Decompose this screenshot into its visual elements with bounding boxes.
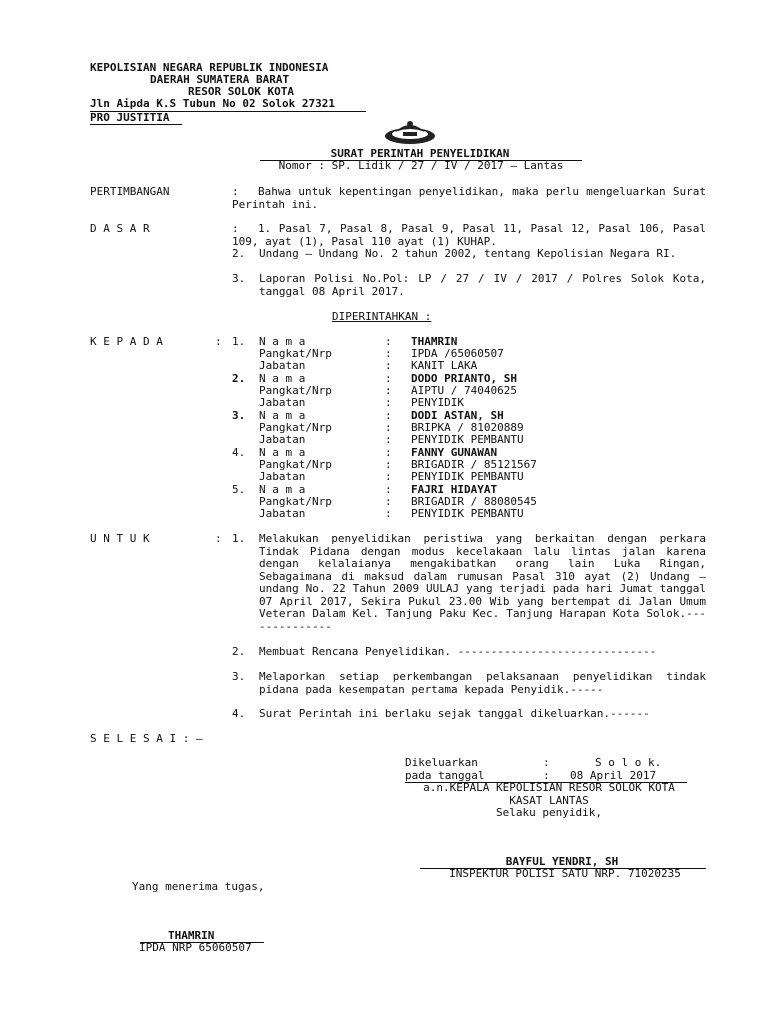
person-rank: IPDA /65060507	[411, 347, 504, 360]
pro-justitia-underline	[90, 124, 182, 125]
job-label: Jabatan	[259, 396, 306, 409]
issued-date-label: pada tanggal	[405, 769, 485, 782]
person-num: 2.	[232, 372, 246, 385]
untuk-item-3-num: 3.	[232, 670, 246, 683]
signer-rank: INSPEKTUR POLISI SATU NRP. 71020235	[449, 867, 681, 880]
person-num: 1.	[232, 335, 246, 348]
person-name: DODO PRIANTO, SH	[411, 372, 517, 385]
person-rank: BRIPKA / 81020889	[411, 421, 524, 434]
job-label: Jabatan	[259, 359, 306, 372]
pro-justitia: PRO JUSTITIA	[90, 111, 170, 124]
issued-place-value: S o l o k.	[595, 756, 662, 769]
kepada-colon: :	[215, 335, 222, 348]
header-resort: RESOR SOLOK KOTA	[188, 85, 294, 98]
untuk-item-2-num: 2.	[232, 645, 246, 658]
dasar-item-2-num: 2.	[232, 247, 246, 260]
person-num: 4.	[232, 446, 246, 459]
dasar-item-1: 1. Pasal 7, Pasal 8, Pasal 9, Pasal 11, Pasal 12, Pasal 106, Pasal 109, ayat (1), Pasal 110 ayat (1) KUHAP.	[232, 222, 706, 248]
selesai-label: S E L E S A I : –	[90, 732, 203, 745]
dasar-colon: :	[232, 222, 239, 235]
receiver-name: THAMRIN	[168, 929, 215, 942]
issued-date-value: 08 April 2017	[570, 769, 657, 782]
person-num: 5.	[232, 483, 246, 496]
colon: :	[385, 495, 392, 508]
colon: :	[385, 347, 392, 360]
untuk-label: U N T U K	[90, 532, 150, 545]
colon: :	[385, 470, 392, 483]
issued-on-behalf: a.n.KEPALA KEPOLISIAN RESOR SOLOK KOTA	[423, 781, 675, 794]
person-rank: BRIGADIR / 85121567	[411, 458, 537, 471]
dasar-item-2: Undang – Undang No. 2 tahun 2002, tentang Kepolisian Negara RI.	[259, 247, 677, 260]
person-rank: BRIGADIR / 88080545	[411, 495, 537, 508]
untuk-item-3: Melaporkan setiap perkembangan pelaksanaan penyelidikan tindak pidana pada kesempatan pertama kepada Penyidik.-----	[259, 670, 706, 696]
pertimbangan-text: Bahwa untuk kepentingan penyelidikan, maka perlu mengeluarkan Surat Perintah ini.	[232, 185, 706, 211]
header-region: DAERAH SUMATERA BARAT	[150, 73, 290, 86]
receiver-rank: IPDA NRP 65060507	[139, 941, 252, 954]
colon: :	[385, 396, 392, 409]
dasar-label: D A S A R	[90, 222, 150, 235]
person-job: PENYIDIK PEMBANTU	[411, 470, 524, 483]
dasar-item-3-num: 3.	[232, 272, 246, 285]
pertimbangan-colon: :	[232, 185, 239, 198]
job-label: Jabatan	[259, 507, 306, 520]
colon: :	[385, 483, 392, 496]
rank-label: Pangkat/Nrp	[259, 347, 332, 360]
untuk-item-4: Surat Perintah ini berlaku sejak tanggal dikeluarkan.------	[259, 707, 650, 720]
document-title: SURAT PERINTAH PENYELIDIKAN	[330, 147, 510, 160]
person-name: FAJRI HIDAYAT	[411, 483, 498, 496]
person-name: THAMRIN	[411, 335, 458, 348]
colon: :	[385, 421, 392, 434]
untuk-item-2: Membuat Rencana Penyelidikan. ------------------------------	[259, 645, 657, 658]
person-job: PENYIDIK	[411, 396, 464, 409]
colon: :	[385, 507, 392, 520]
colon: :	[385, 372, 392, 385]
colon: :	[385, 458, 392, 471]
colon: :	[385, 433, 392, 446]
rank-label: Pangkat/Nrp	[259, 384, 332, 397]
document-number: Nomor : SP. Lidik / 27 / IV / 2017 – Lantas	[278, 159, 564, 172]
colon: :	[385, 409, 392, 422]
police-emblem-icon	[383, 118, 437, 146]
issued-date-colon: :	[543, 769, 550, 782]
name-label: N a m a	[259, 409, 306, 422]
issued-role: Selaku penyidik,	[496, 806, 602, 819]
name-label: N a m a	[259, 335, 306, 348]
job-label: Jabatan	[259, 470, 306, 483]
kepada-label: K E P A D A	[90, 335, 163, 348]
person-rank: AIPTU / 74040625	[411, 384, 517, 397]
untuk-item-1: Melakukan penyelidikan peristiwa yang berkaitan dengan perkara Tindak Pidana dengan modus kecelakaan lalu lintas jalan karena dengan kelalaianya mengakibatkan orang lain Luka Ringan, Sebagaimana di maksud dalam rumusan Pasal 310 ayat (2) Undang – undang No. 22 Tahun 2009 UULAJ yang terjadi pada hari Jumat tanggal 07 April 2017, Sekira Pukul 23.00 Wib yang bertempat di Jalan Umum Veteran Dalam Kel. Tanjung Paku Kec. Tanjung Harapan Kota Solok.--------------	[259, 532, 706, 633]
name-label: N a m a	[259, 483, 306, 496]
rank-label: Pangkat/Nrp	[259, 458, 332, 471]
person-job: KANIT LAKA	[411, 359, 478, 372]
issued-place-colon: :	[543, 756, 550, 769]
dasar-item-3: Laporan Polisi No.Pol: LP / 27 / IV / 2017 / Polres Solok Kota, tanggal 08 April 2017.	[259, 272, 706, 298]
job-label: Jabatan	[259, 433, 306, 446]
signer-name: BAYFUL YENDRI, SH	[505, 855, 619, 868]
colon: :	[385, 335, 392, 348]
person-job: PENYIDIK PEMBANTU	[411, 507, 524, 520]
issued-place-label: Dikeluarkan	[405, 756, 478, 769]
untuk-item-1-num: 1.	[232, 532, 246, 545]
diperintahkan-heading: DIPERINTAHKAN :	[332, 310, 432, 323]
colon: :	[385, 446, 392, 459]
colon: :	[385, 384, 392, 397]
person-job: PENYIDIK PEMBANTU	[411, 433, 524, 446]
rank-label: Pangkat/Nrp	[259, 495, 332, 508]
name-label: N a m a	[259, 372, 306, 385]
person-num: 3.	[232, 409, 246, 422]
name-label: N a m a	[259, 446, 306, 459]
issued-position: KASAT LANTAS	[509, 794, 589, 807]
person-name: DODI ASTAN, SH	[411, 409, 504, 422]
receiver-label: Yang menerima tugas,	[132, 880, 265, 893]
colon: :	[385, 359, 392, 372]
header-institution: KEPOLISIAN NEGARA REPUBLIK INDONESIA	[90, 61, 329, 74]
header-address: Jln Aipda K.S Tubun No 02 Solok 27321	[90, 97, 336, 110]
untuk-item-4-num: 4.	[232, 707, 246, 720]
untuk-colon: :	[215, 532, 222, 545]
rank-label: Pangkat/Nrp	[259, 421, 332, 434]
person-name: FANNY GUNAWAN	[411, 446, 498, 459]
pertimbangan-label: PERTIMBANGAN	[90, 185, 170, 198]
